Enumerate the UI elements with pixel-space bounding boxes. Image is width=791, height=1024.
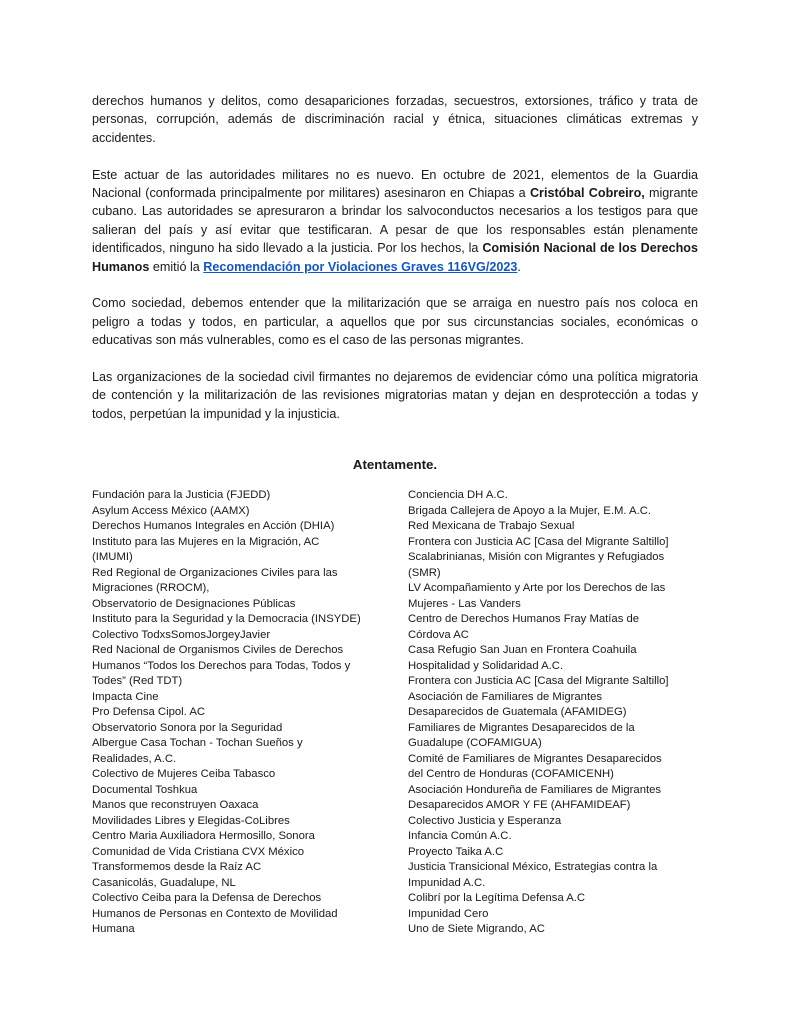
signatory-line: Red Mexicana de Trabajo Sexual — [408, 520, 575, 533]
signatory-line: Red Regional de Organizaciones Civiles para las — [92, 566, 338, 579]
signatory-line: Colectivo TodxsSomosJorgeyJavier — [92, 628, 271, 641]
paragraph-2 — [92, 166, 698, 276]
signatory-line: Manos que reconstruyen Oaxaca — [92, 799, 259, 812]
signatory-line: (SMR) — [408, 566, 441, 579]
signatories-right-column — [408, 488, 698, 938]
signatory-line: Desaparecidos de Guatemala (AFAMIDEG) — [408, 706, 627, 719]
recommendation-link[interactable]: Recomendación por Violaciones Graves 116VG/2023 — [203, 259, 518, 274]
signatory-line: Realidades, A.C. — [92, 752, 177, 765]
signatory-line: Guadalupe (COFAMIGUA) — [408, 737, 542, 750]
signatory-line: Documental Toshkua — [92, 783, 198, 796]
signatory-line: Infancia Común A.C. — [408, 830, 512, 843]
signatory-line: Humanos “Todos los Derechos para Todas, Todos y — [92, 659, 351, 672]
signatory-line: Fundación para la Justicia (FJEDD) — [92, 489, 271, 502]
signatory-line: Instituto para la Seguridad y la Democracia (INSYDE) — [92, 613, 361, 626]
signatory-line: Casa Refugio San Juan en Frontera Coahuila — [408, 644, 637, 657]
signatory-line: Familiares de Migrantes Desaparecidos de la — [408, 721, 635, 734]
signatory-line: LV Acompañamiento y Arte por los Derechos de las — [408, 582, 666, 595]
signatory-line: del Centro de Honduras (COFAMICENH) — [408, 768, 614, 781]
signatory-line: Desaparecidos AMOR Y FE (AHFAMIDEAF) — [408, 799, 631, 812]
signatory-line: Pro Defensa Cipol. AC — [92, 706, 206, 719]
signatories-list — [92, 488, 698, 938]
signatory-line: (IMUMI) — [92, 551, 133, 564]
signatory-line: Impacta Cine — [92, 690, 159, 703]
signatory-line: Transformemos desde la Raíz AC — [92, 861, 262, 874]
signatories-left-column — [92, 488, 384, 938]
document-page — [92, 92, 698, 938]
victim-name: Cristóbal Cobreiro, — [529, 186, 645, 201]
signatory-line: Frontera con Justicia AC [Casa del Migrante Saltillo] — [408, 675, 669, 688]
signatory-line: Centro Maria Auxiliadora Hermosillo, Sonora — [92, 830, 315, 843]
signatory-line: Impunidad A.C. — [408, 876, 486, 889]
signatory-line: Derechos Humanos Integrales en Acción (DHIA) — [92, 520, 335, 533]
signatory-line: Colectivo Justicia y Esperanza — [408, 814, 562, 827]
paragraph-2-text-d: . — [517, 259, 521, 274]
signoff-heading: Atentamente. — [352, 457, 438, 473]
signatory-line: Brigada Callejera de Apoyo a la Mujer, E.M. A.C. — [408, 504, 652, 517]
signatory-line: Humanos de Personas en Contexto de Movilidad — [92, 907, 338, 920]
signatory-line: Proyecto Taika A.C — [408, 845, 504, 858]
signatory-line: Uno de Siete Migrando, AC — [408, 923, 545, 936]
signatory-line: Impunidad Cero — [408, 907, 489, 920]
signatory-line: Todes” (Red TDT) — [92, 675, 183, 688]
signatory-line: Colectivo de Mujeres Ceiba Tabasco — [92, 768, 276, 781]
signatory-line: Instituto para las Mujeres en la Migración, AC — [92, 535, 320, 548]
commission-name: Comisión Nacional de los Derechos Humanos — [92, 241, 699, 274]
signatory-line: Observatorio de Designaciones Públicas — [92, 597, 296, 610]
signatory-line: Red Nacional de Organismos Civiles de Derechos — [92, 644, 344, 657]
signatory-line: Colectivo Ceiba para la Defensa de Derechos — [92, 892, 322, 905]
paragraph-2-text-a: Este actuar de las autoridades militares no es nuevo. En octubre de 2021, elementos de la Guardia Nacional (conformada principalmente por militares) asesinaron en Chiapas a — [92, 167, 698, 201]
signatory-line: Asylum Access México (AAMX) — [92, 504, 250, 517]
paragraph-3: Como sociedad, debemos entender que la militarización que se arraiga en nuestro país nos coloca en peligro a todas y todos, en particular, a aquellos que por sus circunstancias sociales, económicas o educativas son más vulnerables, como es el caso de las personas migrantes. — [92, 296, 698, 348]
signatory-line: Colibrí por la Legítima Defensa A.C — [408, 892, 586, 905]
signatory-line: Frontera con Justicia AC [Casa del Migrante Saltillo] — [408, 535, 669, 548]
signatory-line: Mujeres - Las Vanders — [408, 597, 521, 610]
paragraph-2-text-b: migrante cubano. Las autoridades se apresuraron a brindar los salvoconductos necesarios a los testigos para que salieran del país y así evitar que testificaran. A pesar de que los responsables están plenamente identificados, ninguno ha sido llevado a la justicia. Por los hechos, la — [92, 186, 699, 256]
paragraph-1: derechos humanos y delitos, como desapariciones forzadas, secuestros, extorsiones, tráfico y trata de personas, corrupción, además de discriminación racial y étnica, situaciones climáticas extremas y accidentes. — [92, 94, 698, 145]
signatory-line: Comité de Familiares de Migrantes Desaparecidos — [408, 752, 662, 765]
signatory-line: Centro de Derechos Humanos Fray Matías de — [408, 613, 640, 626]
signatory-line: Hospitalidad y Solidaridad A.C. — [408, 659, 564, 672]
signatory-line: Humana — [92, 923, 135, 936]
signatory-line: Scalabrinianas, Misión con Migrantes y Refugiados — [408, 551, 665, 564]
signatory-line: Comunidad de Vida Cristiana CVX México — [92, 845, 305, 858]
signatory-line: Casanicolás, Guadalupe, NL — [92, 876, 236, 889]
paragraph-4: Las organizaciones de la sociedad civil firmantes no dejaremos de evidenciar cómo una política migratoria de contención y la militarización de las revisiones migratorias matan y dejan en desprotección a todas y todos, perpetúan la impunidad y la injusticia. — [92, 370, 698, 421]
signatory-line: Córdova AC — [408, 628, 469, 641]
signatory-line: Asociación Hondureña de Familiares de Migrantes — [408, 783, 662, 796]
signatory-line: Asociación de Familiares de Migrantes — [408, 690, 603, 703]
signatory-line: Movilidades Libres y Elegidas-CoLibres — [92, 814, 290, 827]
signatory-line: Albergue Casa Tochan - Tochan Sueños y — [92, 737, 303, 750]
signatory-line: Justicia Transicional México, Estrategias contra la — [408, 861, 658, 874]
paragraph-2-text-c: emitió la — [149, 259, 204, 274]
signatory-line: Migraciones (RROCM), — [92, 582, 210, 595]
signatory-line: Observatorio Sonora por la Seguridad — [92, 721, 283, 734]
signatory-line: Conciencia DH A.C. — [408, 489, 508, 502]
